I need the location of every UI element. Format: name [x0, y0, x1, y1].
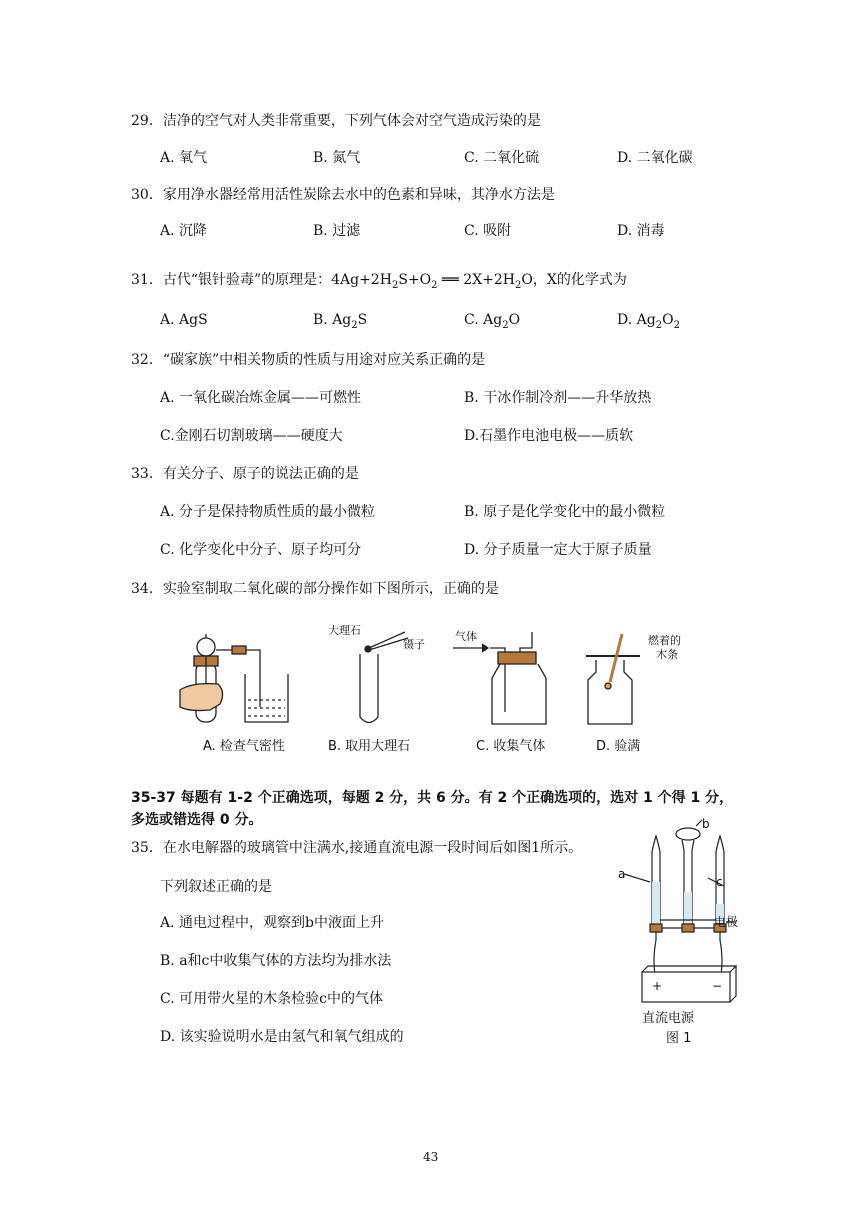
q29-option-b: B. 氮气 — [313, 150, 361, 166]
q34-stem: 34．实验室制取二氧化碳的部分操作如下图所示，正确的是 — [131, 581, 499, 597]
q33-option-a: A. 分子是保持物质性质的最小微粒 — [160, 504, 376, 520]
apparatus-b — [360, 632, 408, 723]
q30-option-b: B. 过滤 — [313, 223, 361, 239]
q33-stem: 33．有关分子、原子的说法正确的是 — [131, 466, 359, 482]
q35-option-c: C. 可用带火星的木条检验c中的气体 — [160, 991, 383, 1007]
figure-1-caption: 图 1 — [666, 1031, 692, 1046]
apparatus-d — [586, 634, 640, 724]
q33-option-d: D. 分子质量一定大于原子质量 — [464, 542, 652, 558]
page-number: 43 — [423, 1150, 439, 1164]
q30-option-c: C. 吸附 — [464, 223, 512, 239]
caption-d: D. 验满 — [596, 739, 641, 754]
q31-option-b: B. $Ag_2S$ — [313, 312, 368, 331]
caption-a: A. 检查气密性 — [203, 739, 285, 754]
q35-option-a: A. 通电过程中，观察到b中液面上升 — [160, 915, 384, 931]
q32-option-a: A. 一氧化碳冶炼金属——可燃性 — [160, 390, 362, 406]
q31-option-a: A. AgS — [160, 312, 208, 328]
label-burning-1: 燃着的 — [648, 634, 681, 647]
caption-c: C. 收集气体 — [476, 739, 546, 754]
label-minus: − — [712, 979, 723, 993]
label-plus: + — [652, 979, 663, 993]
q33-option-b: B. 原子是化学变化中的最小微粒 — [464, 504, 666, 520]
q31-option-d: D. $Ag_2O_2$ — [617, 312, 680, 331]
label-tweezers: 镊子 — [403, 638, 425, 651]
q31-stem: 31．古代“银针验毒”的原理是：$4Ag+2H_2S+O_2$ ══ $2X+2H_2O$，X的化学式为 — [131, 272, 627, 291]
q35-stem: 35．在水电解器的玻璃管中注满水,接通直流电源一段时间后如图1所示。 — [131, 840, 583, 856]
label-gas: 气体 — [455, 630, 477, 643]
label-power: 直流电源 — [642, 1011, 695, 1026]
q30-stem: 30．家用净水器经常用活性炭除去水中的色素和异味，其净水方法是 — [131, 187, 555, 203]
q35-sub-stem: 下列叙述正确的是 — [160, 879, 272, 895]
q34-figure — [170, 612, 730, 762]
q35-option-b: B. a和c中收集气体的方法均为排水法 — [160, 953, 392, 969]
label-c: c — [716, 875, 723, 889]
label-marble: 大理石 — [328, 624, 361, 637]
apparatus-a — [180, 634, 288, 722]
q29-stem: 29．洁净的空气对人类非常重要，下列气体会对空气造成污染的是 — [131, 113, 541, 129]
q29-option-d: D. 二氧化碳 — [617, 150, 693, 166]
q32-option-d: D.石墨作电池电极——质软 — [464, 428, 634, 444]
q35-figure — [612, 812, 752, 1050]
label-electrode: 电极 — [714, 915, 739, 929]
q31-option-c: C. $Ag_2O$ — [464, 312, 521, 331]
q32-stem: 32．“碳家族”中相关物质的性质与用途对应关系正确的是 — [131, 352, 486, 368]
label-a: a — [618, 867, 626, 881]
section-instruction-line1: 35-37 每题有 1-2 个正确选项，每题 2 分，共 6 分。有 2 个正确选项的，选对 1 个得 1 分， — [131, 790, 734, 806]
q30-option-d: D. 消毒 — [617, 223, 665, 239]
q32-option-b: B. 干冰作制冷剂——升华放热 — [464, 390, 652, 406]
label-burning-2: 木条 — [656, 648, 678, 661]
label-b: b — [702, 817, 710, 831]
q29-option-a: A. 氧气 — [160, 150, 208, 166]
q32-option-c: C.金刚石切割玻璃——硬度大 — [160, 428, 343, 444]
caption-b: B. 取用大理石 — [328, 739, 411, 754]
q33-option-c: C. 化学变化中分子、原子均可分 — [160, 542, 362, 558]
section-instruction-line2: 多选或错选得 0 分。 — [131, 812, 263, 828]
apparatus-c — [453, 632, 546, 724]
q29-option-c: C. 二氧化硫 — [464, 150, 540, 166]
electrolyzer — [624, 820, 739, 1002]
q30-option-a: A. 沉降 — [160, 223, 208, 239]
q35-option-d: D. 该实验说明水是由氢气和氧气组成的 — [160, 1029, 404, 1045]
